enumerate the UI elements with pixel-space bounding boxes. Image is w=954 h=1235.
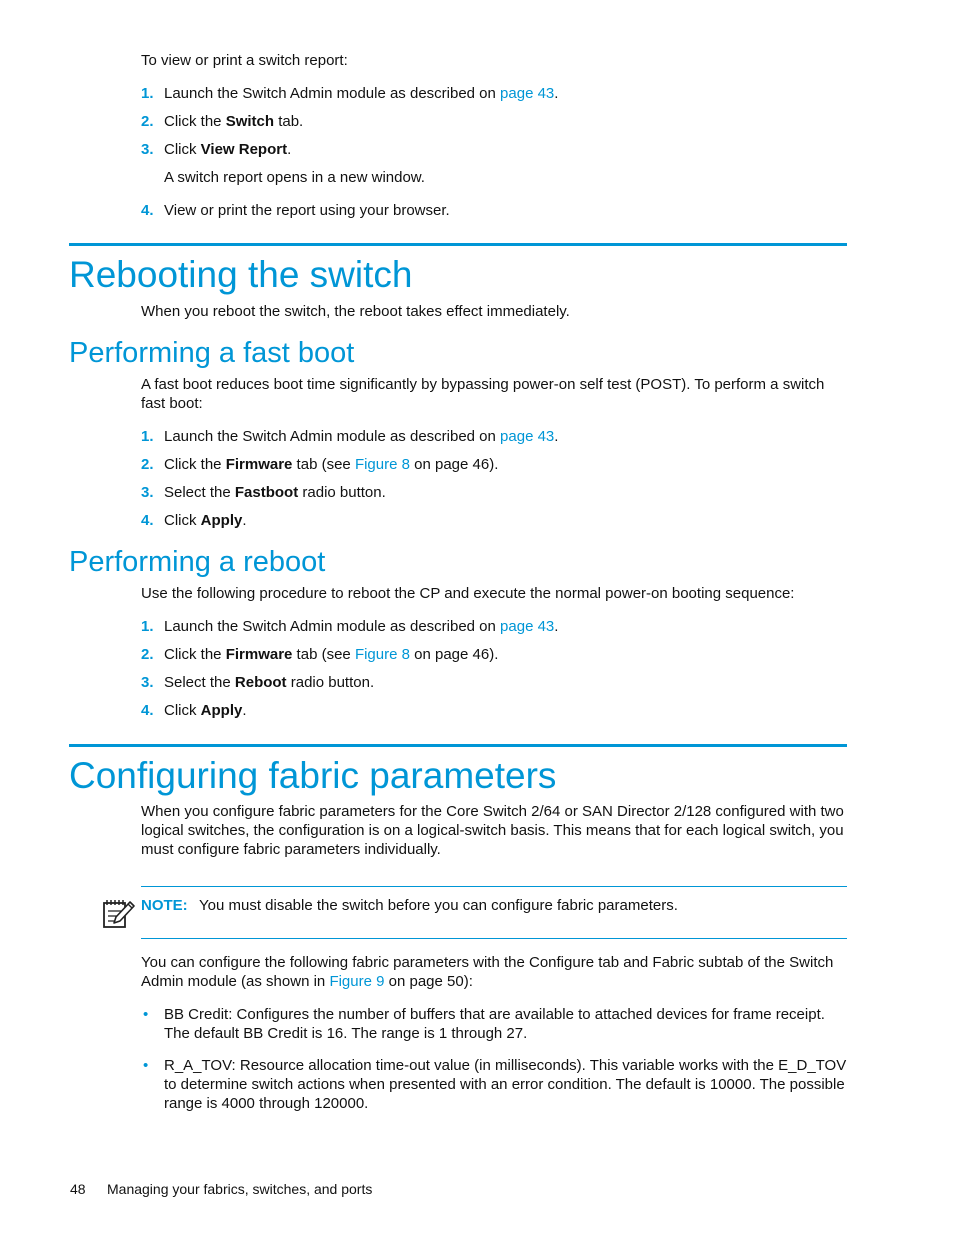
note-top-rule (141, 886, 847, 887)
intro-step-4: View or print the report using your browser. (164, 202, 450, 219)
rebooting-intro: When you reboot the switch, the reboot takes effect immediately. (141, 303, 570, 320)
intro-step-number: 3. (141, 141, 154, 158)
note-text: You must disable the switch before you can configure fabric parameters. (199, 897, 678, 914)
bullet-bb-credit: BB Credit: Configures the number of buffers that are available to attached devices for frame receipt. The default BB Credit is 16. The range is 1 through 27. (164, 1006, 825, 1042)
fabric-intro: When you configure fabric parameters for the Core Switch 2/64 or SAN Director 2/128 configured with two logical switches, the configuration is on a logical-switch basis. This means that for each logical switch, you must configure fabric parameters individually. (141, 803, 844, 858)
fast-boot-step-2: Click the Firmware tab (see Figure 8 on page 46). (164, 456, 499, 473)
fast-boot-step-number: 3. (141, 484, 154, 501)
intro-step-1: Launch the Switch Admin module as described on page 43. (164, 85, 559, 102)
reboot-step-number: 1. (141, 618, 154, 635)
reboot-intro: Use the following procedure to reboot the CP and execute the normal power-on booting sequence: (141, 585, 795, 602)
fast-boot-step-1: Launch the Switch Admin module as described on page 43. (164, 428, 559, 445)
figure-8-link[interactable]: Figure 8 (354, 646, 410, 663)
fabric-configure-intro: You can configure the following fabric parameters with the Configure tab and Fabric subtab of the Switch Admin module (as shown in Figure 9 on page 50): (141, 954, 834, 990)
fast-boot-intro: A fast boot reduces boot time significantly by bypassing power-on self test (POST). To perform a switch fast boot: (141, 376, 825, 412)
page-43-link[interactable]: page 43 (500, 85, 555, 102)
reboot-step-number: 4. (141, 702, 154, 719)
note-pencil-icon (101, 896, 135, 930)
intro-step-number: 4. (141, 202, 154, 219)
reboot-step-3: Select the Reboot radio button. (164, 674, 375, 691)
footer-page-number: 48 (70, 1181, 86, 1197)
note-bottom-rule (141, 938, 847, 939)
bullet-marker: • (143, 1057, 149, 1074)
section-rule (69, 243, 847, 246)
intro-step-number: 1. (141, 85, 154, 102)
reboot-step-number: 3. (141, 674, 154, 691)
figure-8-link[interactable]: Figure 8 (354, 456, 410, 473)
heading-rebooting-the-switch: Rebooting the switch (69, 254, 413, 295)
intro-step-2: Click the Switch tab. (164, 113, 304, 130)
intro-step-3: Click View Report. (164, 141, 292, 158)
note-label: NOTE: (141, 897, 188, 914)
intro-step-number: 2. (141, 113, 154, 130)
page-43-link[interactable]: page 43 (500, 618, 555, 635)
reboot-step-1: Launch the Switch Admin module as described on page 43. (164, 618, 559, 635)
intro-step-3-result: A switch report opens in a new window. (164, 169, 425, 186)
heading-performing-a-reboot: Performing a reboot (69, 546, 326, 578)
figure-9-link[interactable]: Figure 9 (329, 973, 385, 990)
section-rule (69, 744, 847, 747)
bullet-marker: • (143, 1006, 149, 1023)
reboot-step-2: Click the Firmware tab (see Figure 8 on page 46). (164, 646, 499, 663)
intro-lead: To view or print a switch report: (141, 52, 348, 69)
fast-boot-step-number: 4. (141, 512, 154, 529)
fast-boot-step-number: 2. (141, 456, 154, 473)
bullet-r-a-tov: R_A_TOV: Resource allocation time-out value (in milliseconds). This variable works with the E_D_TOV to determine switch actions when presented with an error condition. The default is 10000. The possible range is 4000 through 120000. (164, 1057, 847, 1112)
reboot-step-4: Click Apply. (164, 702, 247, 719)
heading-configuring-fabric-parameters: Configuring fabric parameters (69, 755, 557, 796)
fast-boot-step-number: 1. (141, 428, 154, 445)
page-43-link[interactable]: page 43 (500, 428, 555, 445)
footer-chapter-title: Managing your fabrics, switches, and ports (107, 1181, 373, 1197)
reboot-step-number: 2. (141, 646, 154, 663)
heading-performing-a-fast-boot: Performing a fast boot (69, 337, 355, 369)
fast-boot-step-3: Select the Fastboot radio button. (164, 484, 386, 501)
fast-boot-step-4: Click Apply. (164, 512, 247, 529)
